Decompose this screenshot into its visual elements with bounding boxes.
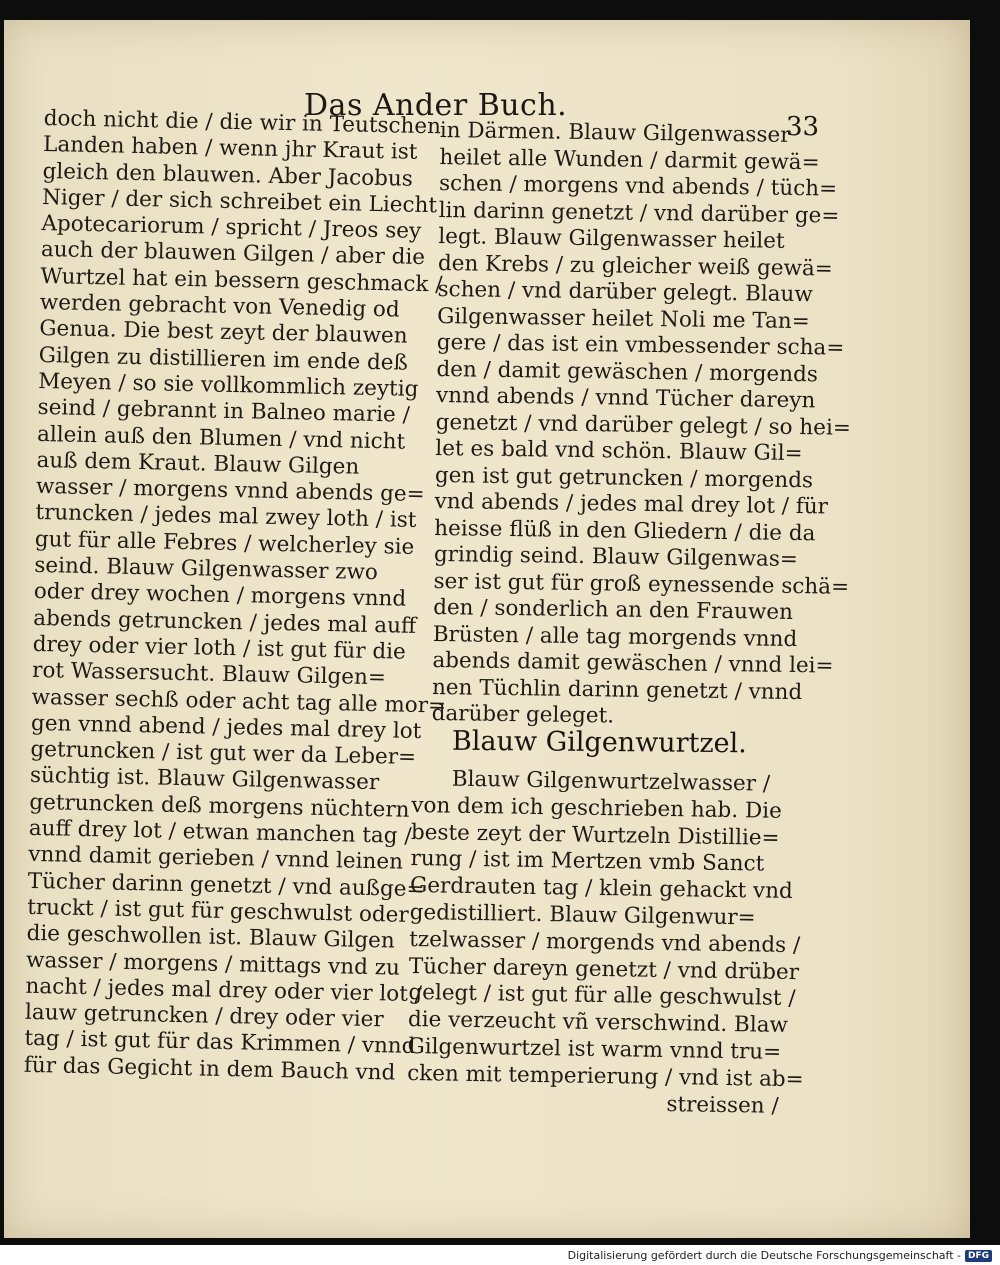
text-line: vnnd damit gerieben / vnnd leinen: [28, 842, 404, 875]
footer-text: Digitalisierung gefördert durch die Deutsche Forschungsgemeinschaft -: [567, 1249, 961, 1262]
text-line: schen / vnd darüber gelegt. Blauw: [437, 276, 813, 308]
text-line: wasser / morgens / mittags vnd zu: [25, 947, 401, 981]
text-line: Landen haben / wenn jhr Kraut ist: [42, 132, 418, 166]
left-text-column: [23, 106, 447, 1086]
text-line: lauw getruncken / drey oder vier: [24, 999, 384, 1033]
text-line: Tücher darinn genetzt / vnd außge=: [27, 868, 425, 902]
text-line: allein auß den Blumen / vnd nicht: [36, 421, 406, 455]
text-line: nacht / jedes mal drey oder vier lot /: [25, 973, 423, 1007]
text-line: abends damit gewäschen / vnnd lei=: [432, 647, 834, 679]
text-line: auff drey lot / etwan manchen tag /: [28, 815, 412, 849]
text-line: gen ist gut getruncken / morgends: [434, 462, 814, 493]
text-line: genetzt / vnd darüber gelegt / so hei=: [435, 409, 852, 441]
text-line: seind / gebrannt in Balneo marie /: [37, 395, 411, 428]
text-line: cken mit temperierung / vnd ist ab=: [406, 1060, 804, 1092]
text-line: gere / das ist ein vmbessender scha=: [436, 329, 845, 361]
text-line: Gilgenwasser heilet Noli me Tan=: [437, 303, 810, 334]
text-line: den / damit gewäschen / morgends: [436, 356, 819, 387]
text-line: lin darinn genetzt / vnd darüber ge=: [438, 197, 840, 229]
text-line: Apotecariorum / spricht / Jreos sey: [41, 211, 422, 245]
text-line: vnnd abends / vnnd Tücher dareyn: [435, 382, 816, 414]
text-line: wasser sechß oder acht tag alle mor=: [31, 684, 447, 719]
text-line: nen Tüchlin darinn genetzt / vnnd: [431, 674, 803, 705]
text-line: wasser / morgens vnnd abends ge=: [35, 474, 425, 508]
page-number: 33: [786, 112, 820, 142]
text-line: abends getruncken / jedes mal auff: [33, 605, 417, 639]
text-line: Meyen / so sie vollkommlich zeytig: [37, 368, 419, 402]
dfg-logo: DFG: [965, 1250, 992, 1262]
text-line: let es bald vnd schön. Blauw Gil=: [435, 435, 803, 467]
text-line: süchtig ist. Blauw Gilgenwasser: [29, 763, 380, 796]
text-line: den / sonderlich an den Frauwen: [432, 594, 794, 625]
text-line: werden gebracht von Venedig od: [39, 290, 400, 323]
text-line: doch nicht die / die wir in Teutschen: [43, 106, 442, 140]
text-line: auß dem Kraut. Blauw Gilgen: [36, 447, 360, 480]
text-line: streissen /: [666, 1091, 779, 1119]
text-line: Tücher dareyn genetzt / vnd drüber: [408, 953, 800, 985]
text-line: gelegt / ist gut für alle geschwulst /: [408, 980, 796, 1012]
text-line: für das Gegicht in dem Bauch vnd: [23, 1052, 396, 1086]
right-text-column: [431, 118, 852, 733]
text-line: die verzeucht vñ verschwind. Blaw: [407, 1007, 789, 1039]
text-line: legt. Blauw Gilgenwasser heilet: [438, 223, 785, 254]
text-line: Blauw Gilgenwurtzelwasser /: [451, 766, 771, 797]
text-line: gedistilliert. Blauw Gilgenwur=: [409, 899, 756, 931]
text-line: beste zeyt der Wurtzeln Distillie=: [410, 819, 780, 851]
text-line: tzelwasser / morgends vnd abends /: [409, 926, 801, 958]
text-line: getruncken deß morgens nüchtern: [29, 789, 410, 823]
text-line: gen vnnd abend / jedes mal drey lot: [30, 710, 422, 744]
text-line: von dem ich geschrieben hab. Die: [411, 792, 783, 824]
text-line: rot Wassersucht. Blauw Gilgen=: [31, 658, 387, 691]
text-line: gleich den blauwen. Aber Jacobus: [42, 158, 414, 192]
text-line: Niger / der sich schreibet ein Liecht: [41, 184, 438, 219]
text-line: ser ist gut für groß eynessende schä=: [433, 568, 850, 600]
text-line: drey oder vier loth / ist gut für die: [32, 631, 407, 665]
text-line: auch der blauwen Gilgen / aber die: [40, 237, 426, 271]
text-line: den Krebs / zu gleicher weiß gewä=: [437, 250, 833, 281]
text-line: truckt / ist gut für geschwulst oder: [26, 894, 409, 928]
text-line: die geschwollen ist. Blauw Gilgen: [26, 921, 396, 954]
right-text-column-lower: [407, 766, 802, 1120]
text-line: getruncken / ist gut wer da Leber=: [30, 736, 417, 771]
text-line: gut für alle Febres / welcherley sie: [34, 526, 415, 560]
text-line: rung / ist im Mertzen vmb Sanct: [410, 846, 765, 877]
text-line: seind. Blauw Gilgenwasser zwo: [34, 552, 379, 586]
text-line: Gilgen zu distillieren im ende deß: [38, 342, 409, 376]
text-line: Genua. Die best zeyt der blauwen: [39, 316, 408, 350]
text-line: Wurtzel hat ein bessern geschmack /: [40, 263, 443, 298]
text-line: schen / morgens vnd abends / tüch=: [438, 170, 838, 202]
footer-credit: [568, 1249, 992, 1262]
section-heading: Blauw Gilgenwurtzel.: [451, 725, 747, 760]
text-line: Gerdrauten tag / klein gehackt vnd: [409, 873, 793, 905]
text-line: heisse flüß in den Gliedern / die da: [434, 515, 816, 546]
text-line: truncken / jedes mal zwey loth / ist: [35, 500, 417, 534]
text-line: Gilgenwurtzel ist warm vnnd tru=: [407, 1033, 782, 1065]
text-line: heilet alle Wunden / darmit gewä=: [439, 144, 820, 175]
text-line: darüber geleget.: [431, 700, 615, 729]
text-line: oder drey wochen / morgens vnnd: [33, 579, 407, 613]
running-head: Das Ander Buch.: [304, 88, 568, 123]
text-line: in Därmen. Blauw Gilgenwasser: [439, 118, 791, 148]
text-line: Brüsten / alle tag morgends vnnd: [432, 621, 798, 652]
text-line: tag / ist gut für das Krimmen / vnnd: [24, 1026, 416, 1060]
text-line: vnd abends / jedes mal drey lot / für: [434, 488, 829, 520]
text-line: grindig seind. Blauw Gilgenwas=: [433, 541, 799, 573]
